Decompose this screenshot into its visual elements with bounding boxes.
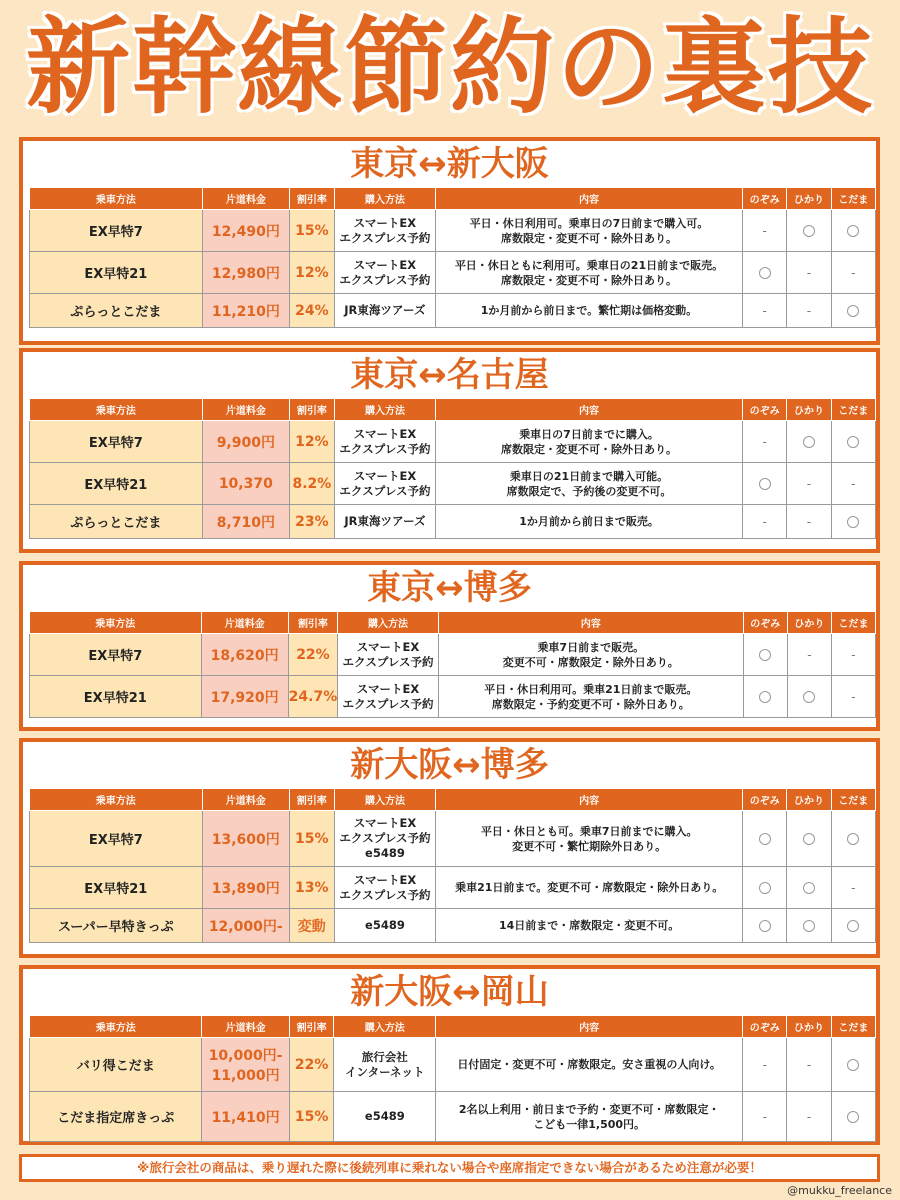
column-header: こだま (831, 1016, 875, 1038)
column-header: 購入方法 (334, 1016, 436, 1038)
discount-rate: 12% (290, 252, 335, 294)
hikari-availability (787, 294, 831, 328)
table-row (30, 252, 876, 294)
ticket-details: 乗車21日前まで。変更不可・席数限定・除外日あり。 (436, 867, 743, 909)
unavailable-dash: - (851, 476, 856, 491)
kodama-availability (831, 252, 875, 294)
kodama-availability (831, 909, 875, 943)
route-title: 新大阪↔博多 (350, 745, 549, 785)
route-title: 東京↔新大阪 (350, 144, 549, 184)
ticket-method: EX早特7 (30, 210, 203, 252)
column-header: 乗車方法 (30, 399, 203, 421)
kodama-availability (831, 210, 875, 252)
purchase-method: スマートEX エクスプレス予約 (334, 867, 436, 909)
purchase-method: スマートEX エクスプレス予約 (334, 210, 435, 252)
table-row (30, 505, 876, 539)
ticket-details: 平日・休日利用可。乗車21日前まで販売。 席数限定・予約変更不可・除外日あり。 (438, 676, 743, 718)
table-row (30, 909, 876, 943)
available-circle-icon (847, 225, 859, 237)
purchase-method: スマートEX エクスプレス予約 e5489 (334, 811, 436, 867)
ticket-details: 乗車日の21日前まで購入可能。 席数限定で、予約後の変更不可。 (436, 463, 743, 505)
ticket-method: こだま指定席きっぷ (30, 1092, 202, 1142)
available-circle-icon (759, 267, 771, 279)
available-circle-icon (759, 691, 771, 703)
hikari-availability (787, 1092, 831, 1142)
hikari-availability (787, 421, 831, 463)
hikari-availability (787, 505, 831, 539)
ticket-method: EX早特21 (30, 252, 203, 294)
page-title: 新幹線節約の裏技 (25, 6, 874, 128)
available-circle-icon (803, 882, 815, 894)
discount-rate: 変動 (289, 909, 334, 943)
ticket-details: 平日・休日ともに利用可。乗車日の21日前まで販売。 席数限定・変更不可・除外日あり。 (435, 252, 742, 294)
one-way-price: 18,620円 (201, 634, 288, 676)
kodama-availability (831, 463, 875, 505)
one-way-price: 9,900円 (202, 421, 289, 463)
column-header: 内容 (438, 612, 743, 634)
available-circle-icon (759, 478, 771, 490)
available-circle-icon (847, 1111, 859, 1123)
hikari-availability (787, 252, 831, 294)
ticket-method: EX早特21 (30, 463, 203, 505)
route-section (19, 965, 880, 1145)
one-way-price: 17,920円 (201, 676, 288, 718)
nozomi-availability (742, 463, 786, 505)
purchase-method: スマートEX エクスプレス予約 (334, 421, 435, 463)
purchase-method: e5489 (334, 1092, 436, 1142)
hikari-availability (787, 676, 831, 718)
column-header: ひかり (787, 612, 831, 634)
ticket-details: 14日前まで・席数限定・変更不可。 (436, 909, 743, 943)
one-way-price: 12,000円- (202, 909, 289, 943)
kodama-availability (831, 294, 875, 328)
unavailable-dash: - (762, 303, 767, 318)
unavailable-dash: - (806, 1057, 812, 1072)
nozomi-availability (743, 909, 787, 943)
route-section (19, 348, 880, 553)
nozomi-availability (742, 421, 786, 463)
column-header: 購入方法 (334, 399, 435, 421)
purchase-method: e5489 (334, 909, 436, 943)
route-section (19, 137, 880, 345)
discount-rate: 24% (290, 294, 335, 328)
discount-rate: 15% (290, 210, 335, 252)
column-header: のぞみ (742, 188, 786, 210)
unavailable-dash: - (851, 647, 856, 662)
nozomi-availability (743, 1092, 787, 1142)
route-title: 東京↔名古屋 (350, 355, 549, 395)
fare-table (29, 788, 876, 943)
ticket-method: ぷらっとこだま (30, 505, 203, 539)
hikari-availability (787, 463, 831, 505)
one-way-price: 8,710円 (202, 505, 289, 539)
ticket-details: 日付固定・変更不可・席数限定。安さ重視の人向け。 (436, 1038, 743, 1092)
table-row (30, 676, 876, 718)
column-header: 片道料金 (202, 188, 289, 210)
unavailable-dash: - (762, 1057, 767, 1072)
column-header: ひかり (787, 789, 831, 811)
column-header: ひかり (787, 399, 831, 421)
ticket-details: 2名以上利用・前日まで予約・変更不可・席数限定・ こども一律1,500円。 (436, 1092, 743, 1142)
available-circle-icon (803, 833, 815, 845)
available-circle-icon (847, 920, 859, 932)
ticket-method: バリ得こだま (30, 1038, 202, 1092)
discount-rate: 22% (288, 634, 338, 676)
column-header: 乗車方法 (30, 789, 203, 811)
purchase-method: JR東海ツアーズ (334, 505, 435, 539)
column-header: 購入方法 (334, 789, 436, 811)
available-circle-icon (847, 436, 859, 448)
column-header: のぞみ (742, 399, 786, 421)
column-header: 割引率 (288, 612, 338, 634)
hikari-availability (787, 811, 831, 867)
one-way-price: 10,000円- 11,000円 (202, 1038, 289, 1092)
fare-table (29, 1015, 876, 1142)
kodama-availability (831, 1092, 875, 1142)
purchase-method: スマートEX エクスプレス予約 (334, 463, 435, 505)
ticket-method: スーパー早特きっぷ (30, 909, 203, 943)
table-row (30, 634, 876, 676)
unavailable-dash: - (806, 1109, 812, 1124)
unavailable-dash: - (807, 647, 812, 662)
available-circle-icon (803, 225, 815, 237)
nozomi-availability (742, 505, 786, 539)
discount-rate: 12% (289, 421, 334, 463)
one-way-price: 11,210円 (202, 294, 289, 328)
column-header: 割引率 (289, 399, 334, 421)
discount-rate: 23% (289, 505, 334, 539)
kodama-availability (831, 811, 875, 867)
table-row (30, 463, 876, 505)
available-circle-icon (803, 920, 815, 932)
column-header: 割引率 (289, 789, 334, 811)
ticket-method: EX早特21 (30, 676, 202, 718)
kodama-availability (831, 421, 875, 463)
ticket-details: 1か月前から前日まで販売。 (436, 505, 743, 539)
purchase-method: 旅行会社 インターネット (334, 1038, 436, 1092)
unavailable-dash: - (806, 265, 812, 280)
one-way-price: 13,600円 (202, 811, 289, 867)
kodama-availability (831, 1038, 875, 1092)
discount-rate: 8.2% (289, 463, 334, 505)
ticket-details: 1か月前から前日まで。繁忙期は価格変動。 (435, 294, 742, 328)
available-circle-icon (803, 691, 815, 703)
discount-rate: 15% (289, 811, 334, 867)
column-header: 購入方法 (338, 612, 439, 634)
one-way-price: 13,890円 (202, 867, 289, 909)
unavailable-dash: - (851, 689, 856, 704)
caution-note: ※旅行会社の商品は、乗り遅れた際に後続列車に乗れない場合や座席指定できない場合があるため注意が必要！ (19, 1154, 880, 1182)
column-header: 乗車方法 (30, 1016, 202, 1038)
available-circle-icon (847, 1059, 859, 1071)
one-way-price: 10,370 (202, 463, 289, 505)
hikari-availability (787, 909, 831, 943)
table-row (30, 421, 876, 463)
unavailable-dash: - (762, 1109, 767, 1124)
column-header: 片道料金 (202, 789, 289, 811)
purchase-method: スマートEX エクスプレス予約 (334, 252, 435, 294)
table-row (30, 294, 876, 328)
route-section (19, 561, 880, 731)
discount-rate: 15% (289, 1092, 334, 1142)
unavailable-dash: - (762, 434, 767, 449)
column-header: 乗車方法 (30, 612, 202, 634)
column-header: のぞみ (743, 789, 787, 811)
author-credit: @mukku_freelance (787, 1184, 892, 1197)
route-title: 東京↔博多 (367, 568, 532, 608)
nozomi-availability (743, 811, 787, 867)
column-header: こだま (831, 399, 875, 421)
ticket-method: EX早特7 (30, 811, 203, 867)
column-header: 割引率 (290, 188, 335, 210)
kodama-availability (831, 676, 875, 718)
table-row (30, 1092, 876, 1142)
available-circle-icon (759, 649, 771, 661)
table-row (30, 811, 876, 867)
nozomi-availability (743, 676, 787, 718)
ticket-details: 乗車7日前まで販売。 変更不可・席数限定・除外日あり。 (438, 634, 743, 676)
available-circle-icon (759, 882, 771, 894)
kodama-availability (831, 505, 875, 539)
table-row (30, 867, 876, 909)
purchase-method: スマートEX エクスプレス予約 (338, 634, 439, 676)
column-header: 片道料金 (202, 399, 289, 421)
purchase-method: スマートEX エクスプレス予約 (338, 676, 439, 718)
unavailable-dash: - (851, 265, 856, 280)
nozomi-availability (743, 634, 787, 676)
fare-table (29, 611, 876, 718)
available-circle-icon (803, 436, 815, 448)
available-circle-icon (759, 833, 771, 845)
column-header: こだま (831, 188, 875, 210)
ticket-method: EX早特7 (30, 421, 203, 463)
nozomi-availability (742, 252, 786, 294)
column-header: 内容 (436, 399, 743, 421)
unavailable-dash: - (851, 880, 856, 895)
unavailable-dash: - (762, 223, 767, 238)
hikari-availability (787, 210, 831, 252)
purchase-method: JR東海ツアーズ (334, 294, 435, 328)
ticket-method: EX早特7 (30, 634, 202, 676)
column-header: こだま (831, 612, 875, 634)
ticket-details: 平日・休日利用可。乗車日の7日前まで購入可。 席数限定・変更不可・除外日あり。 (435, 210, 742, 252)
hikari-availability (787, 634, 831, 676)
unavailable-dash: - (762, 514, 767, 529)
table-row (30, 1038, 876, 1092)
column-header: 乗車方法 (30, 188, 203, 210)
available-circle-icon (759, 920, 771, 932)
available-circle-icon (847, 305, 859, 317)
fare-table (29, 187, 876, 328)
column-header: ひかり (787, 188, 831, 210)
unavailable-dash: - (806, 303, 812, 318)
discount-rate: 13% (289, 867, 334, 909)
discount-rate: 24.7% (288, 676, 338, 718)
kodama-availability (831, 634, 875, 676)
ticket-details: 平日・休日とも可。乗車7日前までに購入。 変更不可・繁忙期除外日あり。 (436, 811, 743, 867)
column-header: 片道料金 (201, 612, 288, 634)
column-header: 割引率 (289, 1016, 334, 1038)
column-header: 内容 (436, 1016, 743, 1038)
one-way-price: 12,490円 (202, 210, 289, 252)
hikari-availability (787, 867, 831, 909)
nozomi-availability (742, 210, 786, 252)
unavailable-dash: - (806, 476, 812, 491)
available-circle-icon (847, 516, 859, 528)
column-header: 片道料金 (202, 1016, 289, 1038)
one-way-price: 12,980円 (202, 252, 289, 294)
unavailable-dash: - (806, 514, 812, 529)
ticket-details: 乗車日の7日前までに購入。 席数限定・変更不可・除外日あり。 (436, 421, 743, 463)
one-way-price: 11,410円 (202, 1092, 289, 1142)
ticket-method: ぷらっとこだま (30, 294, 203, 328)
column-header: 購入方法 (334, 188, 435, 210)
column-header: 内容 (435, 188, 742, 210)
column-header: こだま (831, 789, 875, 811)
column-header: 内容 (436, 789, 743, 811)
available-circle-icon (847, 833, 859, 845)
nozomi-availability (742, 294, 786, 328)
route-title: 新大阪↔岡山 (350, 972, 549, 1012)
table-row (30, 210, 876, 252)
kodama-availability (831, 867, 875, 909)
discount-rate: 22% (289, 1038, 334, 1092)
nozomi-availability (743, 1038, 787, 1092)
ticket-method: EX早特21 (30, 867, 203, 909)
column-header: のぞみ (743, 612, 787, 634)
nozomi-availability (743, 867, 787, 909)
route-section (19, 738, 880, 958)
column-header: ひかり (787, 1016, 831, 1038)
hikari-availability (787, 1038, 831, 1092)
column-header: のぞみ (743, 1016, 787, 1038)
fare-table (29, 398, 876, 539)
